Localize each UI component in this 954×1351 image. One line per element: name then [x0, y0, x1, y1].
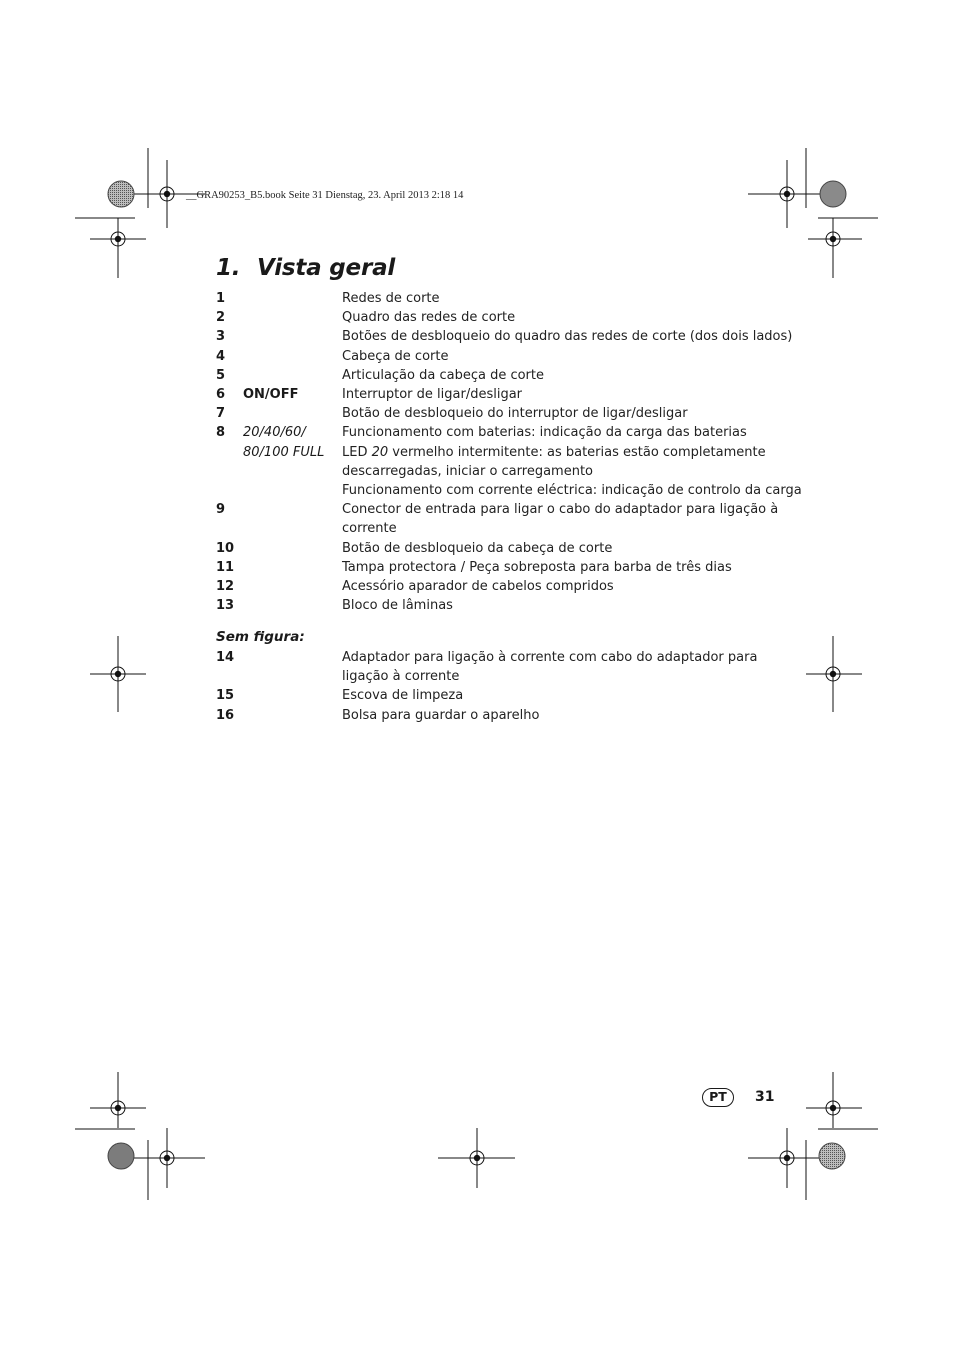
description-line: Tampa protectora / Peça sobreposta para barba de três dias: [342, 559, 732, 575]
gray-patch-icon: [820, 181, 846, 207]
description-line: Quadro das redes de corte: [342, 310, 516, 326]
item-number: 16: [216, 707, 235, 723]
item-number: 5: [216, 367, 226, 383]
description-text: vermelho intermitente: as baterias estão completamente: [388, 444, 766, 460]
list-item: [216, 500, 796, 538]
item-description: [342, 308, 796, 327]
item-label: [243, 423, 324, 461]
list-item: [216, 706, 796, 725]
language-badge: PT: [702, 1088, 734, 1107]
section-title: [216, 255, 395, 281]
color-wheel-icon: [108, 181, 134, 207]
parts-list: [216, 289, 802, 615]
list-item: [216, 577, 796, 596]
list-item: [216, 327, 796, 346]
description-line: Conector de entrada para ligar o cabo do adaptador para ligação à: [342, 502, 779, 518]
description-line: [342, 443, 796, 462]
description-line: corrente: [342, 521, 397, 537]
item-label-line: 20/40/60/: [243, 425, 306, 441]
description-line: Botões de desbloqueio do quadro das redes de corte (dos dois lados): [342, 329, 793, 345]
item-description: [342, 500, 796, 538]
description-line: Interruptor de ligar/desligar: [342, 387, 523, 403]
item-number: 1: [216, 291, 226, 306]
color-wheel-icon: [819, 1143, 845, 1169]
item-number: 10: [216, 540, 235, 556]
description-line: Botão de desbloqueio do interruptor de ligar/desligar: [342, 406, 688, 422]
extra-parts-list: [216, 648, 796, 725]
description-line: Bolsa para guardar o aparelho: [342, 707, 540, 723]
list-item: [216, 347, 796, 366]
list-item: [216, 539, 796, 558]
item-description: [342, 577, 796, 596]
print-slug: __GRA90253_B5.book Seite 31 Dienstag, 23. April 2013 2:18 14: [186, 190, 464, 201]
description-line: ligação à corrente: [342, 669, 460, 685]
led-prefix: LED: [342, 444, 372, 460]
item-description: [342, 366, 796, 385]
item-number: 3: [216, 329, 226, 345]
item-description: [342, 327, 796, 346]
list-item: [216, 308, 796, 327]
list-item: [216, 366, 796, 385]
item-label: ON/OFF: [243, 387, 299, 403]
crop-mark-bottom-left: [75, 1072, 205, 1200]
item-number: 2: [216, 310, 226, 326]
item-number: 12: [216, 579, 235, 595]
item-number: 11: [216, 559, 235, 575]
item-description: [342, 686, 796, 705]
sub-heading: Sem figura:: [216, 629, 305, 645]
description-line: Bloco de lâminas: [342, 598, 453, 614]
description-line: Acessório aparador de cabelos compridos: [342, 579, 614, 595]
list-item: [216, 404, 796, 423]
item-description: [342, 558, 796, 577]
item-number: 9: [216, 502, 226, 518]
item-number: 4: [216, 348, 226, 364]
description-line: Redes de corte: [342, 291, 440, 306]
description-line: Articulação da cabeça de corte: [342, 367, 544, 383]
item-description: [342, 385, 796, 404]
item-description: [342, 347, 796, 366]
description-line: Funcionamento com corrente eléctrica: indicação de controlo da carga: [342, 483, 802, 499]
item-number: 15: [216, 688, 235, 704]
list-item: [216, 423, 802, 500]
item-description: [342, 423, 802, 500]
item-number: 13: [216, 598, 235, 614]
list-item: [216, 648, 796, 686]
description-line: Cabeça de corte: [342, 348, 449, 364]
page-number: 31: [755, 1089, 775, 1105]
item-description: [342, 539, 796, 558]
item-description: [342, 648, 796, 686]
list-item: [216, 289, 796, 308]
description-line: Escova de limpeza: [342, 688, 464, 704]
description-line: Funcionamento com baterias: indicação da carga das baterias: [342, 425, 747, 441]
item-description: [342, 289, 796, 308]
item-number: 8: [216, 425, 226, 441]
section-number: 1.: [216, 255, 241, 281]
crop-mark-top-left: [75, 148, 205, 278]
list-item: [216, 558, 796, 577]
led-number: 20: [371, 444, 389, 460]
item-label-line: 80/100 FULL: [243, 444, 325, 460]
description-line: Botão de desbloqueio da cabeça de corte: [342, 540, 613, 556]
section-title-text: Vista geral: [257, 255, 396, 281]
description-line: Adaptador para ligação à corrente com cabo do adaptador para: [342, 650, 758, 665]
list-item: [216, 596, 796, 615]
item-number: 6: [216, 387, 226, 403]
item-description: [342, 404, 796, 423]
item-number: 7: [216, 406, 226, 422]
item-description: [342, 706, 796, 725]
list-item: [216, 385, 796, 404]
description-line: descarregadas, iniciar o carregamento: [342, 463, 593, 479]
gray-patch-icon: [108, 1143, 134, 1169]
list-item: [216, 686, 796, 705]
crop-mark-top-right: [748, 148, 878, 278]
item-description: [342, 596, 796, 615]
item-number: 14: [216, 650, 235, 665]
